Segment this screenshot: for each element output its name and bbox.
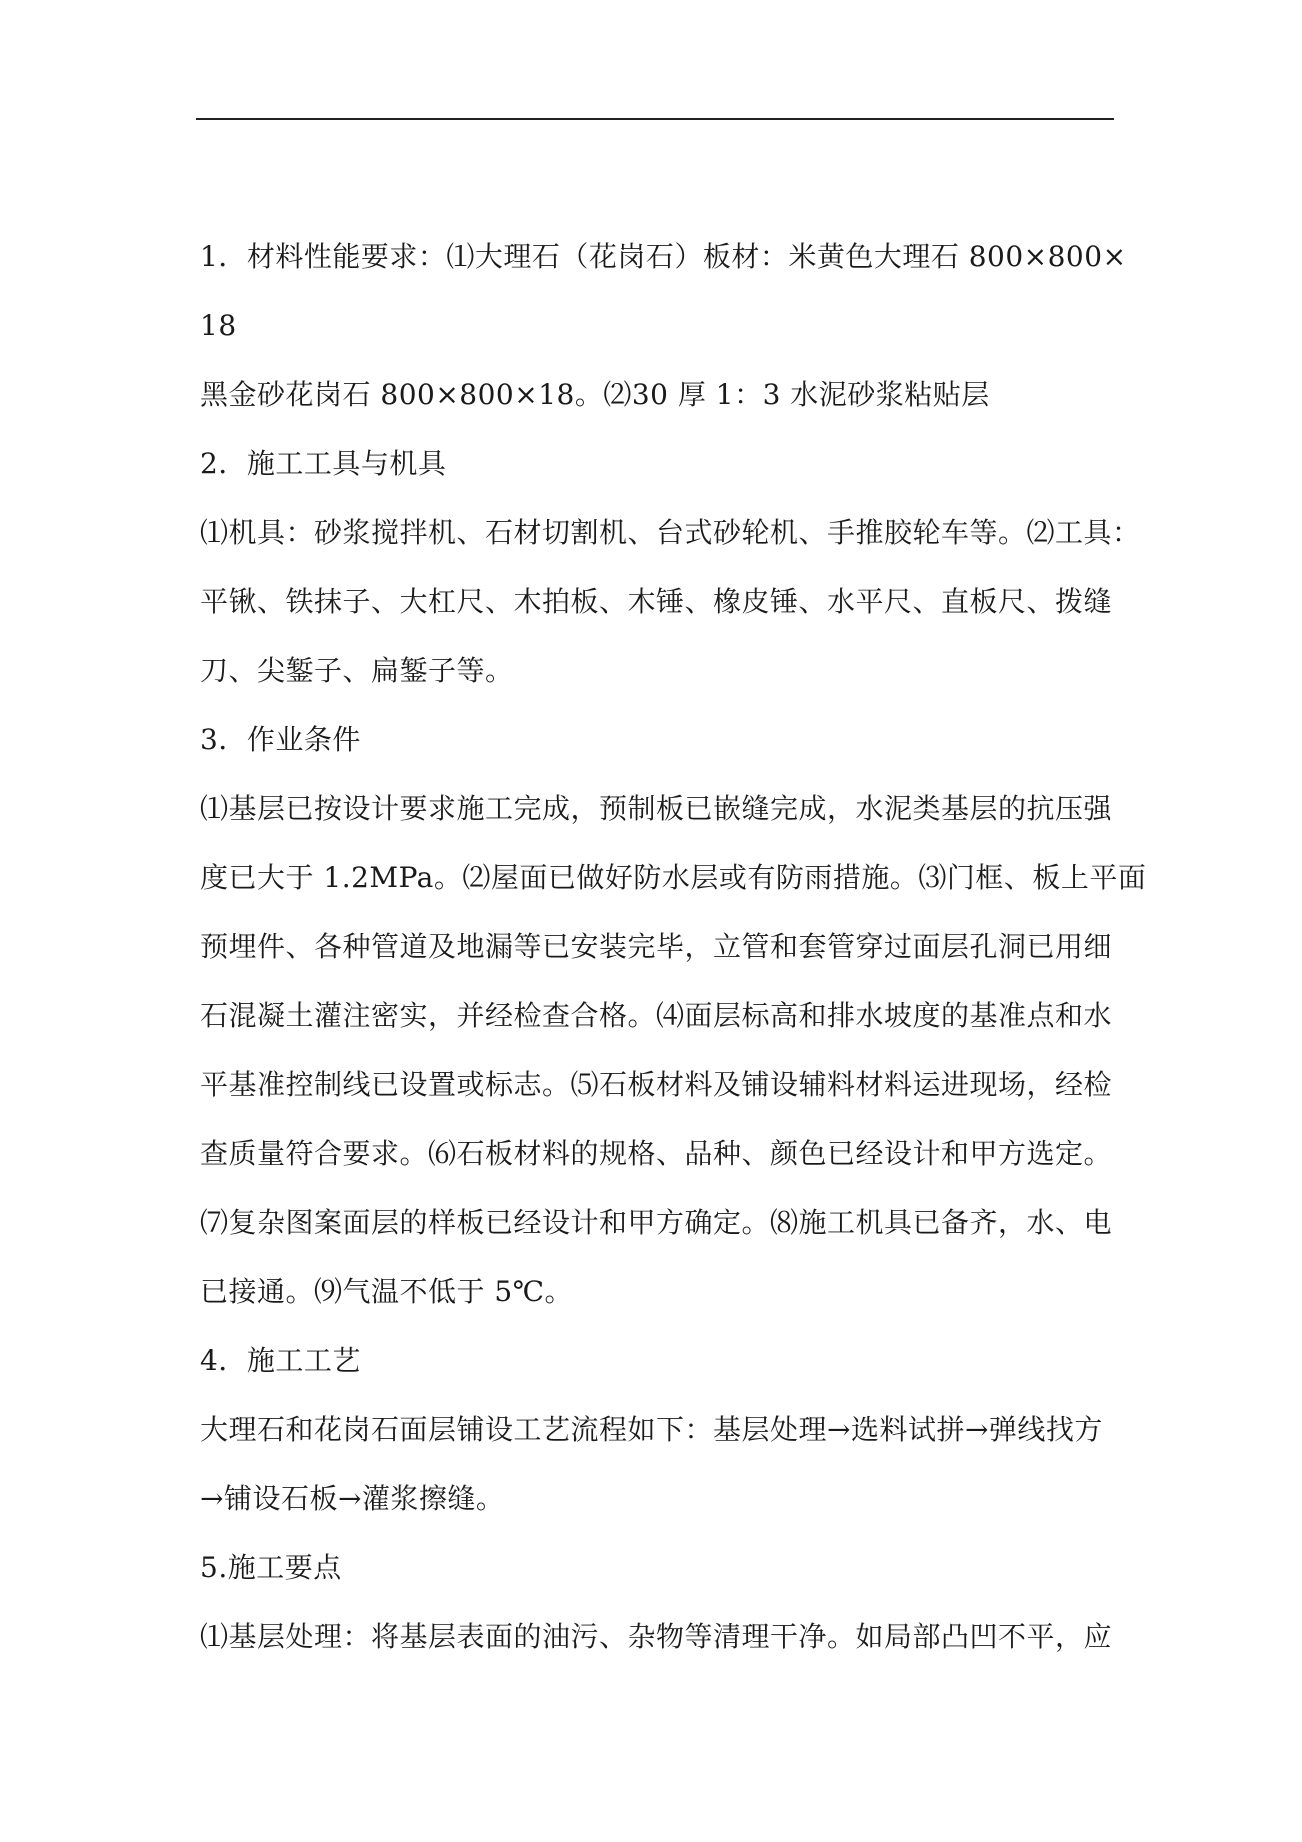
text-line: ⑴基层已按设计要求施工完成，预制板已嵌缝完成，水泥类基层的抗压强 <box>200 792 1113 825</box>
section-heading: 5.施工要点 <box>200 1551 342 1584</box>
text-line: 18 <box>200 309 237 342</box>
text-line: 平锹、铁抹子、大杠尺、木拍板、木锤、橡皮锤、水平尺、直板尺、拨缝 <box>200 585 1113 618</box>
text-line: ⑺复杂图案面层的样板已经设计和甲方确定。⑻施工机具已备齐，水、电 <box>200 1206 1113 1239</box>
text-line: 石混凝土灌注密实，并经检查合格。⑷面层标高和排水坡度的基准点和水 <box>200 999 1113 1032</box>
header-rule <box>196 118 1114 120</box>
text-line: 大理石和花岗石面层铺设工艺流程如下：基层处理→选料试拼→弹线找方 <box>200 1413 1103 1446</box>
text-line: 平基准控制线已设置或标志。⑸石板材料及铺设辅料材料运进现场，经检 <box>200 1068 1113 1101</box>
section-heading: 3．作业条件 <box>200 723 361 756</box>
text-line: 度已大于 1.2MPa。⑵屋面已做好防水层或有防雨措施。⑶门框、板上平面 <box>200 861 1147 894</box>
section-heading: 4．施工工艺 <box>200 1344 361 1377</box>
text-line: ⑴基层处理：将基层表面的油污、杂物等清理干净。如局部凸凹不平，应 <box>200 1620 1113 1653</box>
text-line: 1．材料性能要求：⑴大理石（花岗石）板材：米黄色大理石 800×800× <box>200 240 1127 273</box>
text-line: 刀、尖錾子、扁錾子等。 <box>200 654 514 687</box>
text-line: 已接通。⑼气温不低于 5℃。 <box>200 1275 574 1308</box>
section-heading: 2．施工工具与机具 <box>200 447 447 480</box>
text-line: 查质量符合要求。⑹石板材料的规格、品种、颜色已经设计和甲方选定。 <box>200 1137 1113 1170</box>
text-line: 黑金砂花岗石 800×800×18。⑵30 厚 1：3 水泥砂浆粘贴层 <box>200 378 990 411</box>
text-line: 预埋件、各种管道及地漏等已安装完毕，立管和套管穿过面层孔洞已用细 <box>200 930 1113 963</box>
text-line: →铺设石板→灌浆擦缝。 <box>200 1482 505 1515</box>
document-body <box>200 222 1147 1671</box>
text-line: ⑴机具：砂浆搅拌机、石材切割机、台式砂轮机、手推胶轮车等。⑵工具： <box>200 516 1141 549</box>
